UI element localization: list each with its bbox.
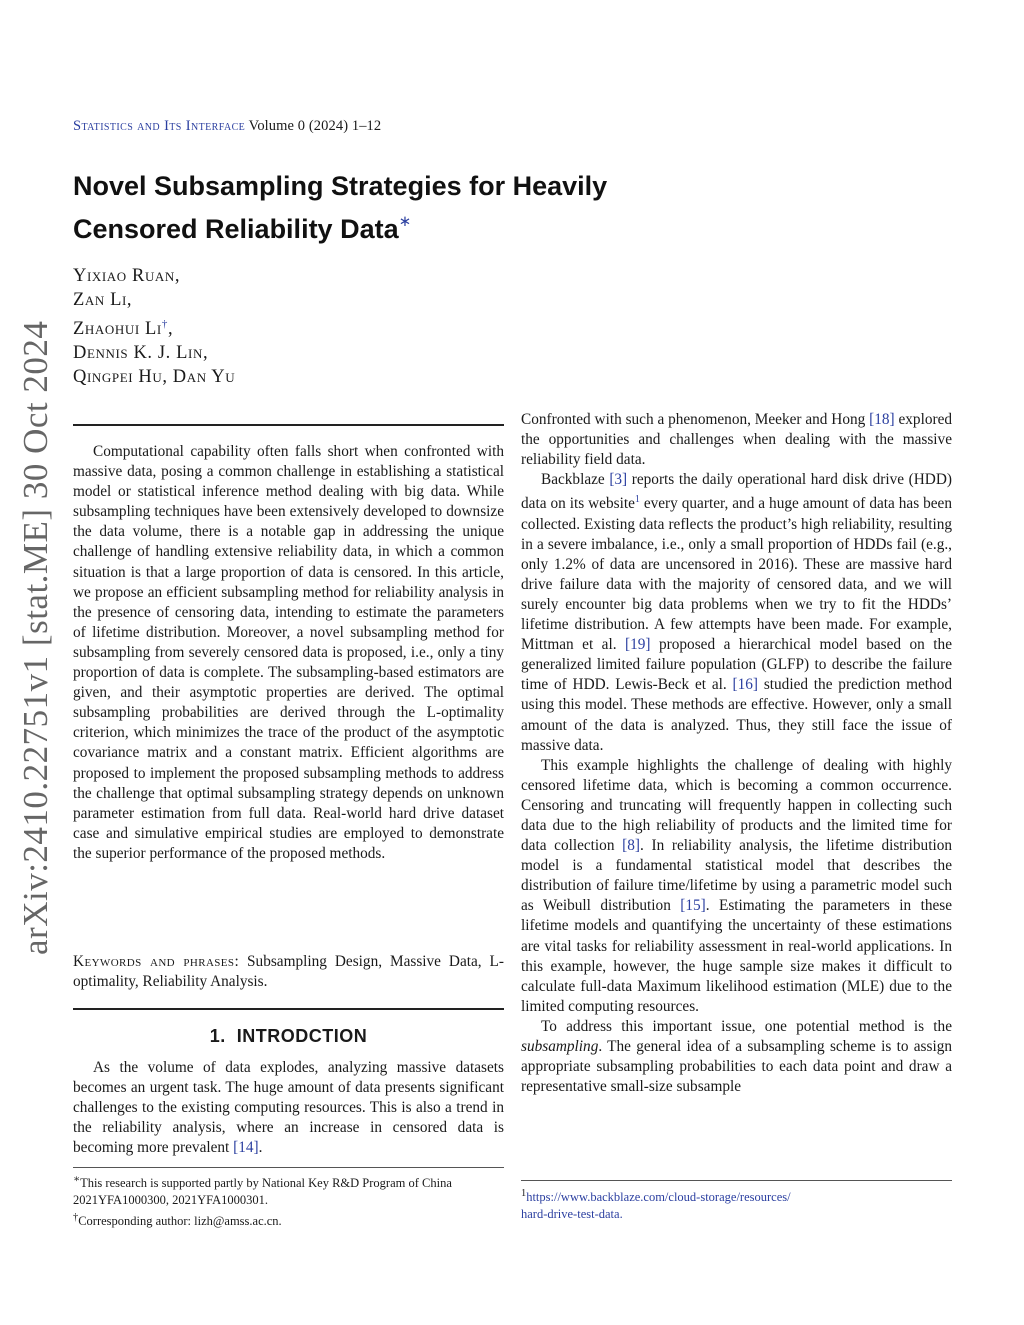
arxiv-stamp: arXiv:2410.22751v1 [stat.ME] 30 Oct 2024: [16, 320, 55, 955]
citation-16[interactable]: [16]: [732, 676, 759, 694]
section-number: 1.: [209, 1026, 226, 1046]
section-title: INTRODCTION: [236, 1026, 368, 1046]
p3-text-c: . Estimating the parameters in these lifetime models and quantifying the uncertainty of these estimations are vital tasks for reliability assessment in real-world applications. In this example, however, the huge sample size makes it difficult to calculate full-data Maximum likelihood estimation (MLE) due to the limited computing resources.: [521, 897, 952, 1015]
p4-text-a: To address this important issue, one potential method is the: [541, 1017, 952, 1035]
journal-header: [73, 118, 381, 135]
footnote-funding: This research is supported partly by National Key R&D Program of China 2021YFA1000300, 2021YFA1000301.: [73, 1176, 452, 1208]
journal-name[interactable]: Statistics and Its Interface: [73, 118, 246, 134]
intro-paragraph-left: [73, 1058, 504, 1158]
footnote-star-mark: ∗: [73, 1174, 81, 1185]
p2-text-a: Backblaze: [541, 471, 610, 489]
backblaze-url-line-1[interactable]: https://www.backblaze.com/cloud-storage/resources/: [526, 1190, 791, 1205]
p3-text-b: . In reliability analysis, the lifetime distribution model is a fundamental statistical model that describes the distribution of failure time/lifetime by using a parametric model such as Weibull distribution: [521, 837, 952, 915]
abstract: [73, 442, 504, 864]
p1-text-a: Confronted with such a phenomenon, Meeker and Hong: [521, 411, 870, 428]
title-line-1: Novel Subsampling Strategies for Heavily: [73, 171, 608, 201]
section-heading: [73, 1026, 504, 1047]
keywords-text: Subsampling Design, Massive Data, L-optimality, Reliability Analysis.: [73, 953, 504, 991]
footnote-right: [521, 1185, 952, 1223]
author-4: Dennis K. J. Lin,: [73, 343, 209, 364]
author-5: Qingpei Hu, Dan Yu: [73, 367, 236, 388]
keywords: [73, 952, 504, 992]
author-1: Yixiao Ruan,: [73, 266, 181, 286]
author-3-comma: ,: [167, 319, 174, 340]
p2-text-c: every quarter, and a huge amount of data has been collected. Existing data reflects the product’s high reliability, resulting in a severe imbalance, i.e., only a small proportion of HDDs fail (e.g., only 1.2% of data are uncensored in 2016). These are massive hard drive failure data with the majority of censored data, and we will surely encounter big data problems when we try to fit the HDDs’ lifetime distribution. A few attempts have been made. For example, Mittman et al.: [521, 495, 952, 654]
citation-3[interactable]: [3]: [609, 471, 628, 489]
p3-text-a: This example highlights the challenge of dealing with highly censored lifetime data, which is becoming a common occurrence. Censoring and truncating will frequently happen in collecting such data due to the high reliability of products and the limited time for data collection: [521, 756, 952, 855]
footnote-dagger-mark: †: [73, 1212, 79, 1224]
title-line-2: Censored Reliability Data: [73, 214, 399, 244]
footnote-url-end: .: [619, 1207, 623, 1222]
author-dagger-mark[interactable]: †: [161, 318, 168, 330]
citation-15[interactable]: [15]: [680, 897, 706, 915]
abstract-top-rule: [73, 424, 504, 426]
author-2: Zan Li,: [73, 290, 133, 310]
footnote-rule-left: [73, 1167, 504, 1168]
p2-text-d: proposed a hierarchical model based on the generalized limited failure population (GLFP) to describe the failure time of HDD. Lewis-Beck et al.: [521, 636, 952, 694]
paragraph-4: [521, 1017, 952, 1097]
paper-title: [73, 168, 693, 247]
author-3: Zhaohui Li: [73, 319, 162, 340]
footnote-1-number: 1: [521, 1188, 527, 1199]
p1-text-b: explored the opportunities and challenges when dealing with the massive reliability field data.: [521, 411, 953, 469]
paragraph-2: [521, 470, 952, 755]
abstract-text: Computational capability often falls short when confronted with massive data, posing a common challenge in establishing a statistical model or statistical inference method dealing with big data. While subsampling techniques have been extensively developed to downsize the data volume, there is a notable gap in addressing the unique challenge of handling extensive reliability data, in which a common situation is that a large proportion of data is censored. In this article, we propose an efficient subsampling method for reliability analysis in the presence of censoring data, intending to estimate the parameters of lifetime distribution. Moreover, a novel subsampling method for subsampling from severely censored data is proposed, i.e., only a tiny proportion of data is complete. The subsampling-based estimators are given, and their asymptotic properties are derived. The optimal subsampling probabilities are derived through the L-optimality criterion, which minimizes the trace of the product of the asymptotic covariance matrix and a constant matrix. Efficient algorithms are proposed to implement the proposed subsampling methods to address the challenge that optimal subsampling strategy depends on unknown parameter estimation from full data. Real-world hard drive dataset case and simulative empirical studies are employed to demonstrate the superior performance of the proposed methods.: [73, 443, 504, 862]
keywords-label: Keywords and phrases:: [73, 953, 240, 970]
keywords-bottom-rule: [73, 1008, 504, 1010]
p4-emphasis: subsampling: [521, 1038, 599, 1055]
citation-8[interactable]: [8]: [622, 837, 640, 855]
paragraph-3: [521, 756, 952, 1017]
title-footnote-mark[interactable]: ∗: [398, 213, 412, 230]
author-list: [73, 264, 235, 389]
footnotes-left: [73, 1171, 504, 1230]
citation-14[interactable]: [14]: [233, 1139, 259, 1157]
footnote-rule-right: [521, 1180, 952, 1181]
p4-text-b: . The general idea of a subsampling scheme is to assign appropriate subsampling probabilities to each data point and draw a representative small-size subsample: [521, 1038, 952, 1096]
intro-end: .: [258, 1139, 263, 1157]
citation-18[interactable]: [18]: [869, 411, 895, 428]
journal-volume: Volume 0 (2024) 1–12: [248, 118, 382, 134]
p2-text-b: reports the daily operational hard disk drive (HDD) data on its website: [521, 471, 952, 513]
intro-text: As the volume of data explodes, analyzing massive datasets becomes an urgent task. The huge amount of data presents significant challenges to the existing computing resources. This is also a trend in the reliability analysis, where an increase in censored data is becoming more prevalent: [73, 1059, 504, 1157]
footnote-1-mark[interactable]: 1: [634, 494, 640, 506]
citation-19[interactable]: [19]: [625, 636, 651, 654]
paragraph-1: [521, 410, 952, 470]
p2-text-e: studied the prediction method using this model. These methods are effective. However, only a small amount of the data is analyzed. Thus, they still face the issue of massive data.: [521, 676, 952, 754]
backblaze-url-line-2[interactable]: hard-drive-test-data: [521, 1207, 620, 1222]
footnote-corresponding: Corresponding author: lizh@amss.ac.cn.: [78, 1214, 282, 1229]
right-column: [521, 410, 952, 1097]
